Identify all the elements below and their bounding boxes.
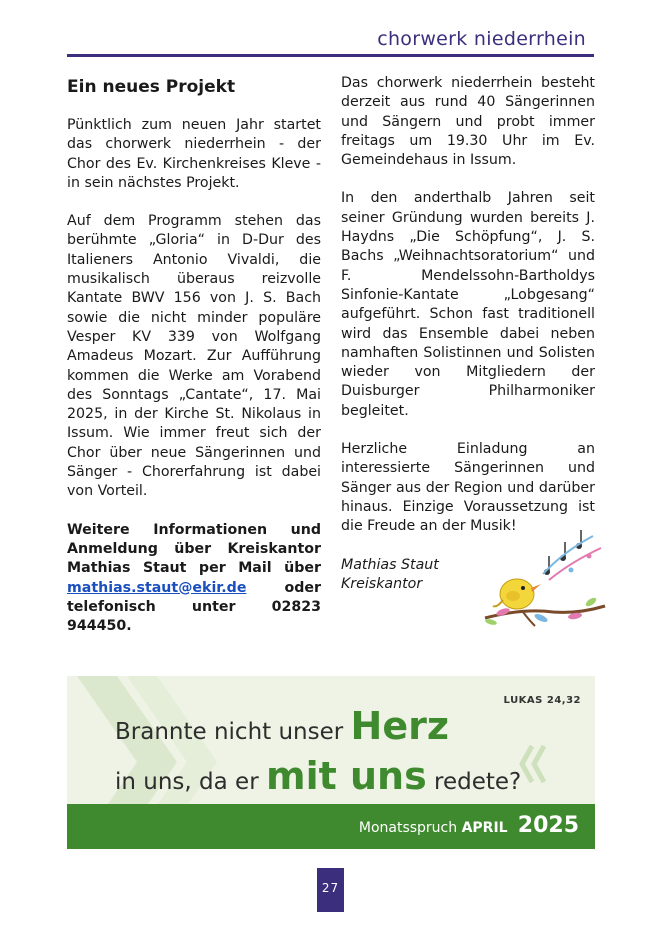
banner-footer-bar — [67, 804, 595, 849]
header-rule — [67, 54, 594, 57]
signature-role: Kreiskantor — [341, 575, 423, 592]
contact-text-b: oder telefonisch unter 02823 944450. — [67, 579, 321, 635]
header-title: chorwerk niederrhein — [377, 28, 586, 50]
year-label: 2025 — [517, 813, 579, 838]
verse-line-1-text: Brannte nicht unser — [115, 719, 351, 745]
singing-bird-illustration — [483, 522, 608, 634]
article-title: Ein neues Projekt — [67, 77, 236, 97]
verse-highlight-mit-uns: mit uns — [265, 754, 427, 798]
right-paragraph-2: In den anderthalb Jahren seit seiner Gründung wurden bereits J. Haydns „Die Schöpfung“, J. S. Bachs „Weihnachtsoratorium“ und F. Mendelssohn-Bartholdys Sinfonie-Kantate „Lobgesang“ aufgeführt. Schon fast traditionell wird das Ensemble dabei neben namhaften Solistinnen und Solisten wieder von Mitgliedern der Duisburger Philharmoniker begleitet. — [341, 190, 595, 419]
month-label: APRIL — [461, 820, 508, 836]
monatsspruch-label: Monatsspruch — [358, 820, 462, 836]
page-header — [67, 25, 594, 53]
left-paragraph-1: Pünktlich zum neuen Jahr startet das chorwerk niederrhein - der Chor des Ev. Kirchenkreises Kleve - in sein nächstes Projekt. — [67, 117, 321, 191]
page-number-box — [317, 868, 344, 912]
contact-paragraph — [67, 521, 321, 637]
verse-line-1 — [115, 704, 449, 748]
right-column — [341, 74, 595, 594]
verse-line-2 — [115, 754, 521, 798]
contact-text-a: Weitere Informationen und Anmeldung über Kreiskantor Mathias Staut per Mail über — [67, 521, 321, 577]
left-paragraph-2: Auf dem Programm stehen das berühmte „Gloria“ in D-Dur des Italieners Antonio Vivaldi, die musikalisch überaus reizvolle Kantate BWV 156 von J. S. Bach sowie die nicht minder populäre Vesper KV 339 von Wolfgang Amadeus Mozart. Zur Aufführung kommen die Werke am Vorabend des Sonntags „Cantate“, 17. Mai 2025, in der Kirche St. Nikolaus in Issum. Wie immer freut sich der Chor über neue Sängerinnen und Sänger - Chorerfahrung ist dabei von Vorteil. — [67, 213, 321, 500]
verse-line-2-text-b: redete? — [426, 769, 522, 795]
email-link[interactable]: mathias.staut@ekir.de — [67, 579, 247, 596]
monthly-verse-banner — [67, 676, 595, 849]
signature-name: Mathias Staut — [341, 556, 439, 573]
verse-line-2-text-a: in uns, da er — [115, 769, 266, 795]
verse-highlight-herz: Herz — [350, 704, 449, 748]
left-column — [67, 74, 321, 655]
banner-bar-text — [359, 813, 579, 838]
right-paragraph-1: Das chorwerk niederrhein besteht derzeit aus rund 40 Sängerinnen und Sängern und probt immer freitags um 19.30 Uhr im Ev. Gemeindehaus in Issum. — [341, 75, 595, 169]
page-number: 27 — [321, 881, 340, 895]
right-paragraph-3: Herzliche Einladung an interessierte Sängerinnen und Sänger aus der Region und darüber hinaus. Einzige Voraussetzung ist die Freude an der Musik! — [341, 441, 595, 535]
bible-reference: LUKAS 24,32 — [503, 695, 581, 706]
